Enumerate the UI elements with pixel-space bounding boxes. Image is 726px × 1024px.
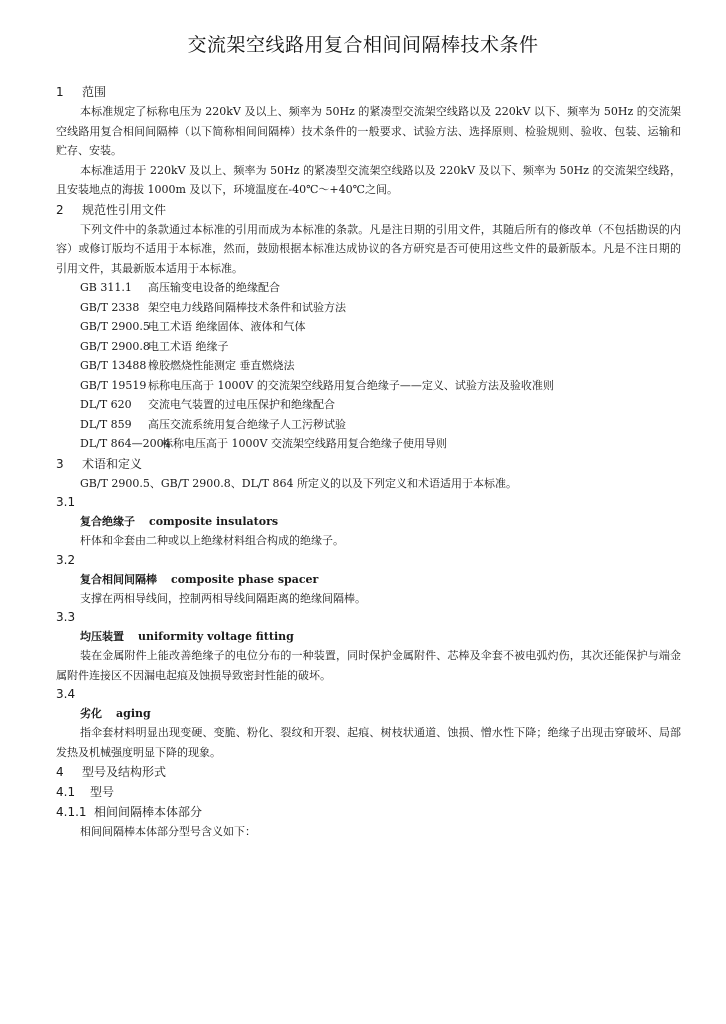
- reference-item: [56, 376, 681, 396]
- paragraph: 相间间隔棒本体部分型号含义如下：: [80, 825, 256, 838]
- reference-item: [56, 337, 681, 357]
- subsection-heading: [56, 782, 681, 802]
- section-title: 型号及结构形式: [82, 765, 167, 779]
- reference-title: 电工术语 绝缘固体、液体和气体: [148, 320, 306, 333]
- section-heading: [56, 200, 681, 220]
- reference-code: GB/T 13488: [80, 359, 147, 372]
- reference-title: 交流电气装置的过电压保护和绝缘配合: [148, 398, 335, 411]
- reference-item: [56, 395, 681, 415]
- reference-code: DL/T 859: [80, 417, 132, 431]
- document-body: [56, 82, 681, 842]
- term-number: 3.2: [56, 552, 76, 567]
- term-definition: 支撑在两相导线间，控制两相导线间隔距离的绝缘间隔棒。: [80, 591, 366, 605]
- reference-title: 架空电力线路间隔棒技术条件和试验方法: [148, 300, 346, 314]
- reference-title: 标称电压高于 1000V 的交流架空线路用复合绝缘子——定义、试验方法及验收准则: [148, 378, 554, 392]
- term-heading: [56, 704, 681, 723]
- reference-code: GB/T 2338: [80, 300, 140, 314]
- section-number: 4: [56, 765, 64, 779]
- reference-code: GB/T 2900.8: [80, 339, 150, 353]
- reference-code: GB/T 19519: [80, 378, 147, 392]
- term-number: 3.3: [56, 610, 76, 624]
- reference-item: [56, 278, 681, 298]
- reference-item: [56, 434, 681, 454]
- reference-title: 高压交流系统用复合绝缘子人工污秽试验: [148, 417, 346, 431]
- paragraph: 本标准适用于 220kV 及以上、频率为 50Hz 的紧凑型交流架空线路以及 220kV 及以下、频率为 50Hz 的交流架空线路，且安装地点的海拔 1000m 及以下，环境温度在-40℃～+40℃之间。: [56, 163, 681, 196]
- section-number: 2: [56, 202, 64, 217]
- document-title: 交流架空线路用复合相间间隔棒技术条件: [187, 34, 539, 56]
- term-english: composite insulators: [149, 515, 279, 528]
- term-heading: [56, 627, 681, 646]
- term-english: uniformity voltage fitting: [138, 630, 294, 643]
- section-title: 规范性引用文件: [82, 202, 167, 217]
- reference-title: 标称电压高于 1000V 交流架空线路用复合绝缘子使用导则: [162, 437, 447, 450]
- reference-title: 橡胶燃烧性能测定 垂直燃烧法: [148, 359, 295, 372]
- term-chinese: 复合绝缘子: [80, 515, 135, 528]
- section-number: 1: [56, 85, 64, 99]
- reference-code: DL/T 620: [80, 398, 132, 411]
- reference-title: 电工术语 绝缘子: [148, 339, 229, 353]
- reference-item: [56, 415, 681, 435]
- subsection-number: 4.1.1: [56, 805, 87, 819]
- subsection-title: 相间间隔棒本体部分: [94, 805, 203, 819]
- term-english: composite phase spacer: [171, 572, 319, 586]
- subsection-title: 型号: [90, 785, 115, 799]
- section-title: 术语和定义: [82, 456, 143, 471]
- reference-code: GB/T 2900.5: [80, 320, 150, 333]
- reference-item: [56, 317, 681, 337]
- term-definition: 杆体和伞套由二种或以上绝缘材料组合构成的绝缘子。: [80, 534, 344, 547]
- reference-code: GB 311.1: [80, 281, 132, 294]
- subsection-heading: [56, 802, 681, 822]
- reference-title: 高压输变电设备的绝缘配合: [148, 281, 280, 294]
- term-definition: 装在金属附件上能改善绝缘子的电位分布的一种装置，同时保护金属附件、芯棒及伞套不被电弧灼伤，其次还能保护与端金属附件连接区不因漏电起痕及蚀损导致密封性能的破坏。: [56, 649, 681, 682]
- section-heading: [56, 454, 681, 474]
- term-heading: [56, 512, 681, 531]
- section-number: 3: [56, 456, 64, 471]
- section-heading: [56, 82, 681, 102]
- reference-code: DL/T 864—2004: [80, 437, 171, 450]
- section-heading: [56, 762, 681, 782]
- subsection-number: 4.1: [56, 785, 76, 799]
- reference-item: [56, 298, 681, 318]
- section-title: 范围: [82, 85, 107, 99]
- term-heading: [56, 570, 681, 589]
- term-english: aging: [116, 707, 151, 720]
- term-chinese: 均压装置: [80, 630, 124, 643]
- term-number: 3.1: [56, 495, 76, 509]
- term-chinese: 复合相间间隔棒: [80, 572, 157, 586]
- term-definition: 指伞套材料明显出现变硬、变脆、粉化、裂纹和开裂、起痕、树枝状通道、蚀损、憎水性下降；绝缘子出现击穿破坏、局部发热及机械强度明显下降的现象。: [56, 726, 681, 759]
- term-chinese: 劣化: [80, 707, 102, 720]
- paragraph: 本标准规定了标称电压为 220kV 及以上、频率为 50Hz 的紧凑型交流架空线路以及 220kV 以下、频率为 50Hz 的交流架空线路用复合相间间隔棒（以下简称相间间隔棒）技术条件的一般要求、试验方法、选择原则、检验规则、验收、包装、运输和贮存、安装。: [56, 105, 681, 157]
- term-number: 3.4: [56, 687, 76, 701]
- paragraph: GB/T 2900.5、GB/T 2900.8、DL/T 864 所定义的以及下列定义和术语适用于本标准。: [80, 476, 517, 490]
- paragraph: 下列文件中的条款通过本标准的引用而成为本标准的条款。凡是注日期的引用文件，其随后所有的修改单（不包括勘误的内容）或修订版均不适用于本标准，然而，鼓励根据本标准达成协议的各方研究是否可使用这些文件的最新版本。凡是不注日期的引用文件，其最新版本适用于本标准。: [56, 222, 681, 275]
- reference-item: [56, 356, 681, 376]
